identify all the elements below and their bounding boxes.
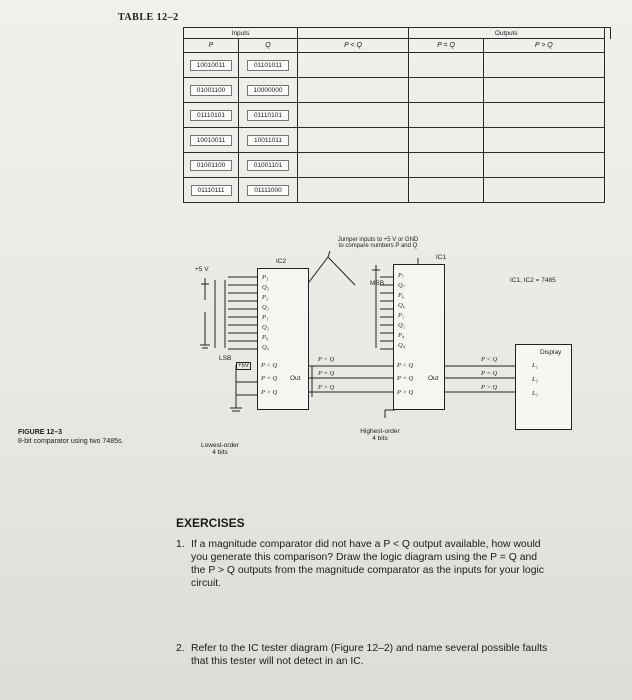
ic2-pin: Q₀ (262, 344, 269, 351)
exercise-line: If a magnitude comparator did not have a P < Q output available, how would (191, 539, 541, 550)
jumper-note-line-2: to compare numbers P and Q (338, 243, 418, 249)
ic2-pin: P₁ (262, 314, 269, 321)
cell-p: 10010011 (190, 135, 232, 146)
figure-number: FIGURE 12–3 (18, 429, 62, 436)
exercise-line: circuit. (191, 578, 222, 589)
highest-order-line-1: Highest-order (360, 428, 400, 435)
cell-q: 01111000 (247, 185, 288, 196)
cell-p: 01110101 (190, 110, 232, 121)
exercise-line: Refer to the IC tester diagram (Figure 12–2) and name several possible faults (191, 643, 548, 654)
outputs-header: Outputs (409, 28, 605, 39)
ic2-cascade-label: P < Q (261, 362, 278, 369)
led-label: L₁ (532, 362, 538, 369)
ic2-pin: P₃ (262, 274, 269, 281)
ic2-pin: Q₂ (262, 304, 269, 311)
ic1-pin: P₅ (398, 312, 405, 319)
lsb-label: LSB (219, 355, 232, 362)
display-box (515, 344, 572, 430)
ic2-pin: Q₃ (262, 284, 269, 291)
led-label: L₂ (532, 376, 538, 383)
cell-p: 01001100 (190, 160, 232, 171)
cell-q: 01101011 (247, 60, 289, 71)
cell-q: 01001101 (247, 160, 289, 171)
ic1-pin: Q₆ (398, 302, 405, 309)
exercises-heading: EXERCISES (176, 516, 245, 530)
wire-label: P = Q (318, 370, 335, 377)
ic1-pin: Q₄ (398, 342, 405, 349)
display-label: Display (540, 349, 562, 356)
ic1-label: IC1 (436, 254, 447, 261)
ic1-pin: P₄ (398, 332, 405, 339)
exercise-line: you generate this comparison? Draw the logic diagram using the P = Q and (191, 552, 538, 563)
exercise-number: 2. (176, 643, 185, 654)
col-header-p-lt-q: P < Q (298, 39, 409, 53)
ic1-out-label: Out (428, 375, 439, 382)
ic1-pin: Q₇ (398, 282, 405, 289)
col-header-p-gt-q: P > Q (484, 39, 605, 53)
cell-p: 01110111 (191, 185, 232, 196)
exercise-text (191, 538, 544, 590)
ic1-pin: Q₅ (398, 322, 405, 329)
jumper-note (318, 237, 438, 249)
msb-label: MSB (370, 280, 385, 287)
ic2-cascade-label: P > Q (261, 389, 278, 396)
ic1-pin: P₇ (398, 272, 405, 279)
wire-label: P < Q (318, 356, 335, 363)
ic2-pin: P₂ (262, 294, 269, 301)
supply-label: +5 V (195, 266, 209, 273)
ic2-label: IC2 (276, 258, 287, 265)
display-wire-label: P = Q (481, 370, 498, 377)
display-wire-label: P > Q (481, 384, 498, 391)
wire-label: P > Q (318, 384, 335, 391)
lowest-order-line-2: 4 bits (212, 449, 228, 456)
inputs-header: Inputs (184, 28, 298, 39)
ic2-cascade-label: P = Q (261, 375, 278, 382)
ic1-cascade-label: P < Q (397, 362, 414, 369)
ic1-pin: P₆ (398, 292, 405, 299)
exercise-item (176, 538, 616, 598)
figure-caption-text: 8-bit comparator using two 7485s. (18, 438, 124, 445)
col-header-q: Q (239, 39, 298, 53)
cell-q: 10011011 (247, 135, 289, 146)
exercise-item (176, 642, 616, 672)
exercise-number: 1. (176, 539, 185, 550)
col-header-p: P (184, 39, 239, 53)
exercise-text (191, 642, 547, 668)
exercise-line: that this tester will not detect in an IC. (191, 656, 364, 667)
cell-p: 01001100 (190, 85, 232, 96)
ic-part-label: IC1, IC2 = 7485 (510, 277, 556, 284)
ic2-pin: P₀ (262, 334, 269, 341)
table-title: TABLE 12–2 (118, 12, 179, 23)
col-header-p-eq-q: P = Q (409, 39, 484, 53)
display-wire-label: P < Q (481, 356, 498, 363)
exercise-line: the P > Q outputs from the magnitude comparator as the inputs for your logic (191, 565, 544, 576)
lowest-order-line-1: Lowest-order (201, 442, 239, 449)
highest-order-line-2: 4 bits (372, 435, 388, 442)
supply-small-label: +5V (238, 363, 249, 369)
jumper-note-line-1: Jumper inputs to +5 V or GND (337, 237, 419, 243)
ic1-cascade-label: P > Q (397, 389, 414, 396)
ic1-cascade-label: P = Q (397, 375, 414, 382)
led-label: L₃ (532, 390, 538, 397)
cell-q: 10000000 (247, 85, 290, 96)
ic2-out-label: Out (290, 375, 301, 382)
highest-order-label (355, 428, 405, 442)
lowest-order-label (195, 442, 245, 456)
cell-q: 01110101 (247, 110, 289, 121)
ic2-pin: Q₁ (262, 324, 269, 331)
cell-p: 10010011 (190, 60, 232, 71)
